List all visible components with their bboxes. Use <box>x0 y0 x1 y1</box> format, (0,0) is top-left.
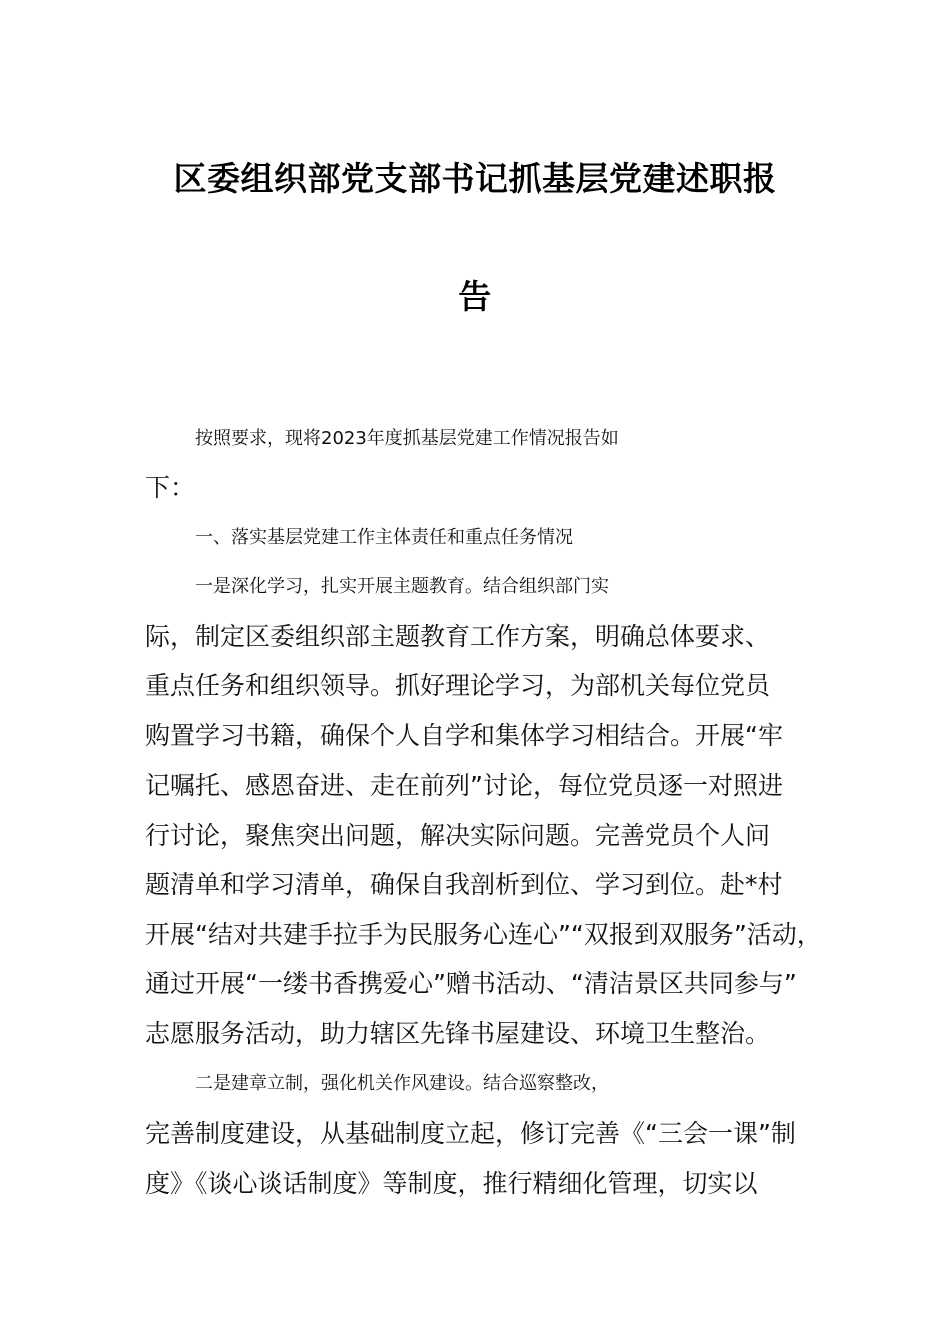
document-title-line-2: 告 <box>458 277 492 316</box>
paragraph-2-line-1: 二是建章立制，强化机关作风建设。结合巡察整改， <box>195 1073 609 1094</box>
paragraph-2-line-2: 完善制度建设，从基础制度立起，修订完善《“三会一课”制 <box>145 1119 796 1148</box>
paragraph-1-line-8: 开展“结对共建手拉手为民服务心连心”“双报到双服务”活动， <box>145 920 822 949</box>
document-title-line-1: 区委组织部党支部书记抓基层党建述职报 <box>173 159 777 198</box>
paragraph-2-line-3: 度》《谈心谈话制度》等制度，推行精细化管理，切实以 <box>145 1169 758 1198</box>
paragraph-intro-line-1: 按照要求，现将2023年度抓基层党建工作情况报告如 <box>195 428 619 449</box>
paragraph-1-line-10: 志愿服务活动，助力辖区先锋书屋建设、环境卫生整治。 <box>145 1019 771 1048</box>
paragraph-1-line-7: 题清单和学习清单，确保自我剖析到位、学习到位。赴*村 <box>145 870 783 899</box>
paragraph-1-line-3: 重点任务和组织领导。抓好理论学习，为部机关每位党员 <box>145 671 771 700</box>
section-heading-1: 一、落实基层党建工作主体责任和重点任务情况 <box>195 527 573 548</box>
paragraph-1-line-4: 购置学习书籍，确保个人自学和集体学习相结合。开展“牢 <box>145 721 783 750</box>
paragraph-1-line-9: 通过开展“一缕书香携爱心”赠书活动、“清洁景区共同参与” <box>145 969 797 998</box>
paragraph-1-line-1: 一是深化学习，扎实开展主题教育。结合组织部门实 <box>195 576 609 597</box>
paragraph-1-line-6: 行讨论，聚焦突出问题，解决实际问题。完善党员个人问 <box>145 821 771 850</box>
paragraph-1-line-2: 际，制定区委组织部主题教育工作方案，明确总体要求、 <box>145 622 771 651</box>
paragraph-1-line-5: 记嘱托、感恩奋进、走在前列”讨论，每位党员逐一对照进 <box>145 771 783 800</box>
paragraph-intro-line-2: 下： <box>145 473 196 502</box>
